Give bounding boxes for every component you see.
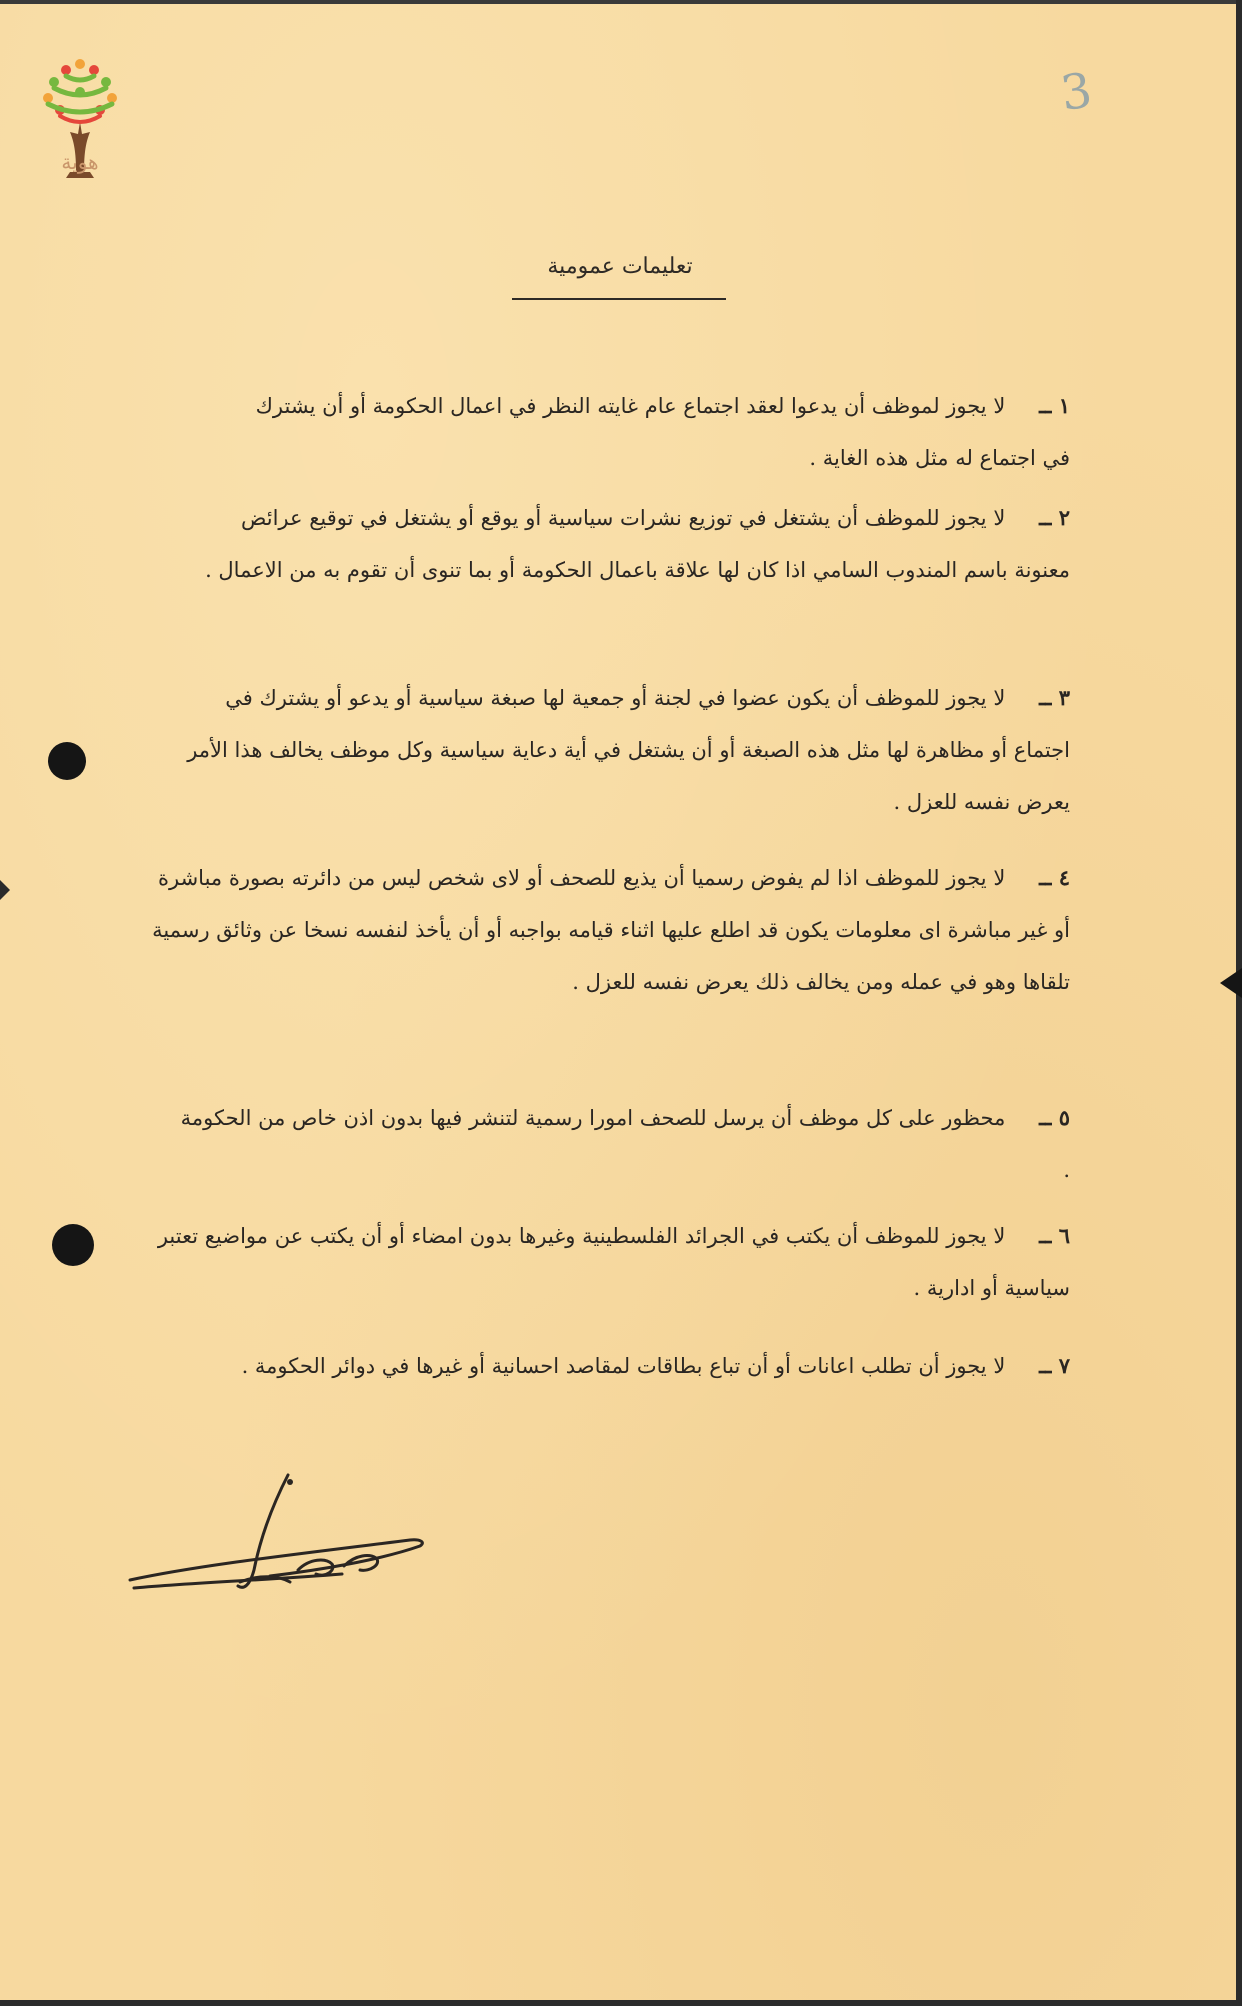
logo-caption: هوية — [61, 150, 99, 174]
item-number: ٧ ــ — [1039, 1353, 1070, 1378]
edge-notch-right — [1220, 968, 1242, 998]
item-number: ٤ ــ — [1039, 865, 1070, 890]
item-text: لا يجوز أن تطلب اعانات أو أن تباع بطاقات لمقاصد احسانية أو غيرها في دوائر الحكومة . — [241, 1354, 1006, 1378]
list-item — [190, 492, 1070, 596]
scan-border-right — [1236, 0, 1242, 2006]
list-item — [150, 852, 1070, 1008]
item-number: ٦ ــ — [1039, 1223, 1070, 1248]
item-text: لا يجوز للموظف أن يكتب في الجرائد الفلسطينية وغيرها بدون امضاء أو أن يكتب عن مواضيع تعتبر سياسية أو ادارية . — [157, 1224, 1070, 1300]
item-text: لا يجوز للموظف أن يكون عضوا في لجنة أو جمعية لها صبغة سياسية أو يدعو أو يشترك في اجتماع أو مظاهرة لها مثل هذه الصبغة أو أن يشتغل في أية دعاية سياسية وكل موظف يخالف هذا الأمر يعرض نفسه للعزل . — [187, 686, 1070, 814]
item-text: محظور على كل موظف أن يرسل للصحف امورا رسمية لتنشر فيها بدون اذن خاص من الحكومة . — [180, 1106, 1070, 1182]
item-number: ٢ ــ — [1039, 505, 1070, 530]
item-text: لا يجوز للموظف اذا لم يفوض رسميا أن يذيع للصحف أو لاى شخص ليس من دائرته بصورة مباشرة أو غير مباشرة اى معلومات يكون قد اطلع عليها اثناء قيامه بواجبه أو أن يأخذ لنفسه نسخا عن وثائق رسمية تلقاها وهو في عمله ومن يخالف ذلك يعرض نفسه للعزل . — [152, 866, 1070, 994]
scan-border-top — [0, 0, 1242, 4]
tree-of-people-logo-icon — [30, 52, 130, 202]
punch-hole-bottom — [52, 1224, 94, 1266]
list-item — [150, 1210, 1070, 1314]
scan-border-bottom — [0, 2000, 1242, 2006]
list-item — [230, 380, 1070, 484]
item-number: ٥ ــ — [1039, 1105, 1070, 1130]
signature-image — [120, 1470, 440, 1600]
list-item — [170, 672, 1070, 828]
item-text: لا يجوز للموظف أن يشتغل في توزيع نشرات سياسية أو يوقع أو يشتغل في توقيع عرائض معنونة باسم المندوب السامي اذا كان لها علاقة باعمال الحكومة أو بما تنوى أن تقوم به من الاعمال . — [205, 506, 1070, 582]
punch-hole-top — [48, 742, 86, 780]
item-number: ١ ــ — [1039, 393, 1070, 418]
edge-notch-left — [0, 880, 10, 900]
title-underline — [512, 298, 726, 300]
list-item — [170, 1340, 1070, 1392]
page-number: 3 — [1057, 62, 1096, 122]
item-text: لا يجوز لموظف أن يدعوا لعقد اجتماع عام غايته النظر في اعمال الحكومة أو أن يشترك في اجتماع له مثل هذه الغاية . — [255, 394, 1070, 470]
item-number: ٣ ــ — [1039, 685, 1070, 710]
page-title: تعليمات عمومية — [547, 254, 693, 279]
list-item — [170, 1092, 1070, 1196]
